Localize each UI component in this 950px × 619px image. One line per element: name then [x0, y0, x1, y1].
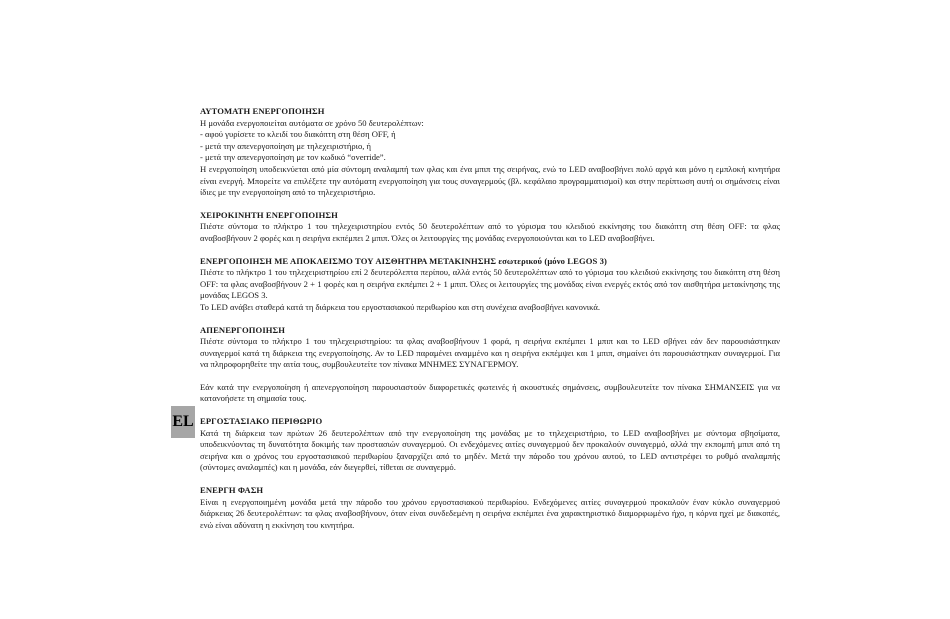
- section-automatic-activation: [200, 106, 780, 199]
- section-title: ΕΡΓΟΣΤΑΣΙΑΚΟ ΠΕΡΙΘΩΡΙΟ: [200, 416, 323, 427]
- section-activation-sensor-excluded: [200, 256, 780, 314]
- section-factory-margin: [200, 416, 780, 474]
- paragraph: Η μονάδα ενεργοποιείται αυτόματα σε χρόνο 50 δευτερολέπτων:: [200, 117, 424, 128]
- paragraph: Η ενεργοποίηση υποδεικνύεται από μία σύντομη αναλαμπή των φλας και ένα μπιπ της σειρήνας, ενώ το LED αναβοσβήνει πολύ αργά και μόνο η εμπλοκή κινητήρα είναι ενεργή. Μπορείτε να επιλέξετε την αυτόματη ενεργοποίηση για τους συναγερμούς (βλ. κεφάλαιο προγραμματισμοί) και στην περίπτωση αυτή οι σημάνσεις είναι ίδιες με την ενεργοποίηση από το τηλεχειριστήριο.: [200, 163, 780, 198]
- section-signals-note: [200, 382, 780, 405]
- section-title: ΕΝΕΡΓΟΠΟΙΗΣΗ ΜΕ ΑΠΟΚΛΕΙΣΜΟ ΤΟΥ ΑΙΣΘΗΤΗΡΑ ΜΕΤΑΚΙΝΗΣΗΣ εσωτερικού (μόνο LEGOS 3): [200, 255, 608, 266]
- manual-content: [200, 106, 780, 542]
- paragraph: Είναι η ενεργοποιημένη μονάδα μετά την πάροδο του χρόνου εργοστασιακού περιθωρίου. Ενδεχόμενες αιτίες συναγερμού προκαλούν έναν κύκλο συναγερμού διάρκειας 26 δευτερολέπτων: τα φλας αναβοσβήνουν, όταν είναι συνδεδεμένη η σειρήνα εκπέμπει ένα χαρακτηριστικό διαμορφωμένο ήχο, η κόρνα ηχεί με διακοπές, ενώ είναι αδύνατη η εκκίνηση του κινητήρα.: [200, 496, 780, 530]
- paragraph: Πιέστε το πλήκτρο 1 του τηλεχειριστηρίου επί 2 δευτερόλεπτα περίπου, αλλά εντός 50 δευτερολέπτων από το γύρισμα του κλειδιού εκκίνησης του διακόπτη στη θέση OFF: τα φλας αναβοσβήνουν 2 + 1 φορές και η σειρήνα εκπέμπει 2 + 1 μπιπ. Όλες οι λειτουργίες της μονάδας είναι ενεργές εκτός από τον αισθητήρα μετακίνησης της μονάδας LEGOS 3.: [200, 267, 780, 301]
- list-item: - μετά την απενεργοποίηση με τον κωδικό “override”.: [200, 152, 386, 163]
- paragraph: Εάν κατά την ενεργοποίηση ή απενεργοποίηση παρουσιαστούν διαφορετικές φωτεινές ή ακουστικές σημάνσεις, συμβουλευτείτε τον πίνακα ΣΗΜΑΝΣΕΙΣ για να κατανοήσετε τη σημασία τους.: [200, 381, 780, 404]
- section-title: ΑΥΤΟΜΑΤΗ ΕΝΕΡΓΟΠΟΙΗΣΗ: [200, 106, 325, 116]
- section-title: ΑΠΕΝΕΡΓΟΠΟΙΗΣΗ: [200, 324, 286, 335]
- section-active-phase: [200, 485, 780, 531]
- section-title: ΕΝΕΡΓΗ ΦΑΣΗ: [200, 485, 264, 496]
- paragraph: Πιέστε σύντομα το πλήκτρο 1 του τηλεχειριστηρίου εντός 50 δευτερολέπτων από το γύρισμα του κλειδιού εκκίνησης του διακόπτη στη θέση OFF: τα φλας αναβοσβήνουν 2 φορές και η σειρήνα εκπέμπει 2 μπιπ. Όλες οι λειτουργίες της μονάδας ενεργοποιούνται και το LED αναβοσβήνει.: [200, 221, 780, 243]
- language-tab: EL: [171, 406, 195, 438]
- section-title: ΧΕΙΡΟΚΙΝΗΤΗ ΕΝΕΡΓΟΠΟΙΗΣΗ: [200, 209, 338, 220]
- paragraph: Πιέστε σύντομα το πλήκτρο 1 του τηλεχειριστηρίου: τα φλας αναβοσβήνουν 1 φορά, η σειρήνα εκπέμπει 1 μπιπ και το LED σβήνει εάν δεν παρουσιάστηκαν συναγερμοί κατά τη διάρκεια της ενεργοποίησης. Αν το LED παραμένει αναμμένο και η σειρήνα εκπέμψει και 1 μπιπ, σημαίνει ότι παρουσιάστηκαν συναγερμοί. Για να πληροφορηθείτε την αιτία τους, συμβουλευτείτε τον πίνακα ΜΝΗΜΕΣ ΣΥΝΑΓΕΡΜΟΥ.: [200, 336, 780, 370]
- section-deactivation: [200, 325, 780, 371]
- paragraph: Το LED ανάβει σταθερά κατά τη διάρκεια του εργοστασιακού περιθωρίου και στη συνέχεια αναβοσβήνει κανονικά.: [200, 301, 600, 312]
- list-item: - μετά την απενεργοποίηση με τηλεχειριστήριο, ή: [200, 140, 372, 151]
- list-item: - αφού γυρίσετε το κλειδί του διακόπτη στη θέση OFF, ή: [200, 129, 396, 140]
- paragraph: Κατά τη διάρκεια των πρώτων 26 δευτερολέπτων από την ενεργοποίηση της μονάδας με το τηλεχειριστήριο, το LED αναβοσβήνει με σύντομα σβησίματα, υποδεικνύοντας τη δυνατότητα δοκιμής των προστασιών συναγερμού. Οι ενδεχόμενες αιτίες συναγερμού δεν προκαλούν συναγερμό, αλλά την εκπομπή μπιπ από τη σειρήνα και ο χρόνος του εργοστασιακού περιθωρίου ξαναρχίζει από το μηδέν. Μετά την πάροδο του χρόνου αυτού, το LED αντιστρέφει το ρυθμό αναλαμπής (σύντομες αναλαμπές) και η μονάδα, εάν διεγερθεί, τίθεται σε συναγερμό.: [200, 427, 780, 473]
- section-manual-activation: [200, 210, 780, 245]
